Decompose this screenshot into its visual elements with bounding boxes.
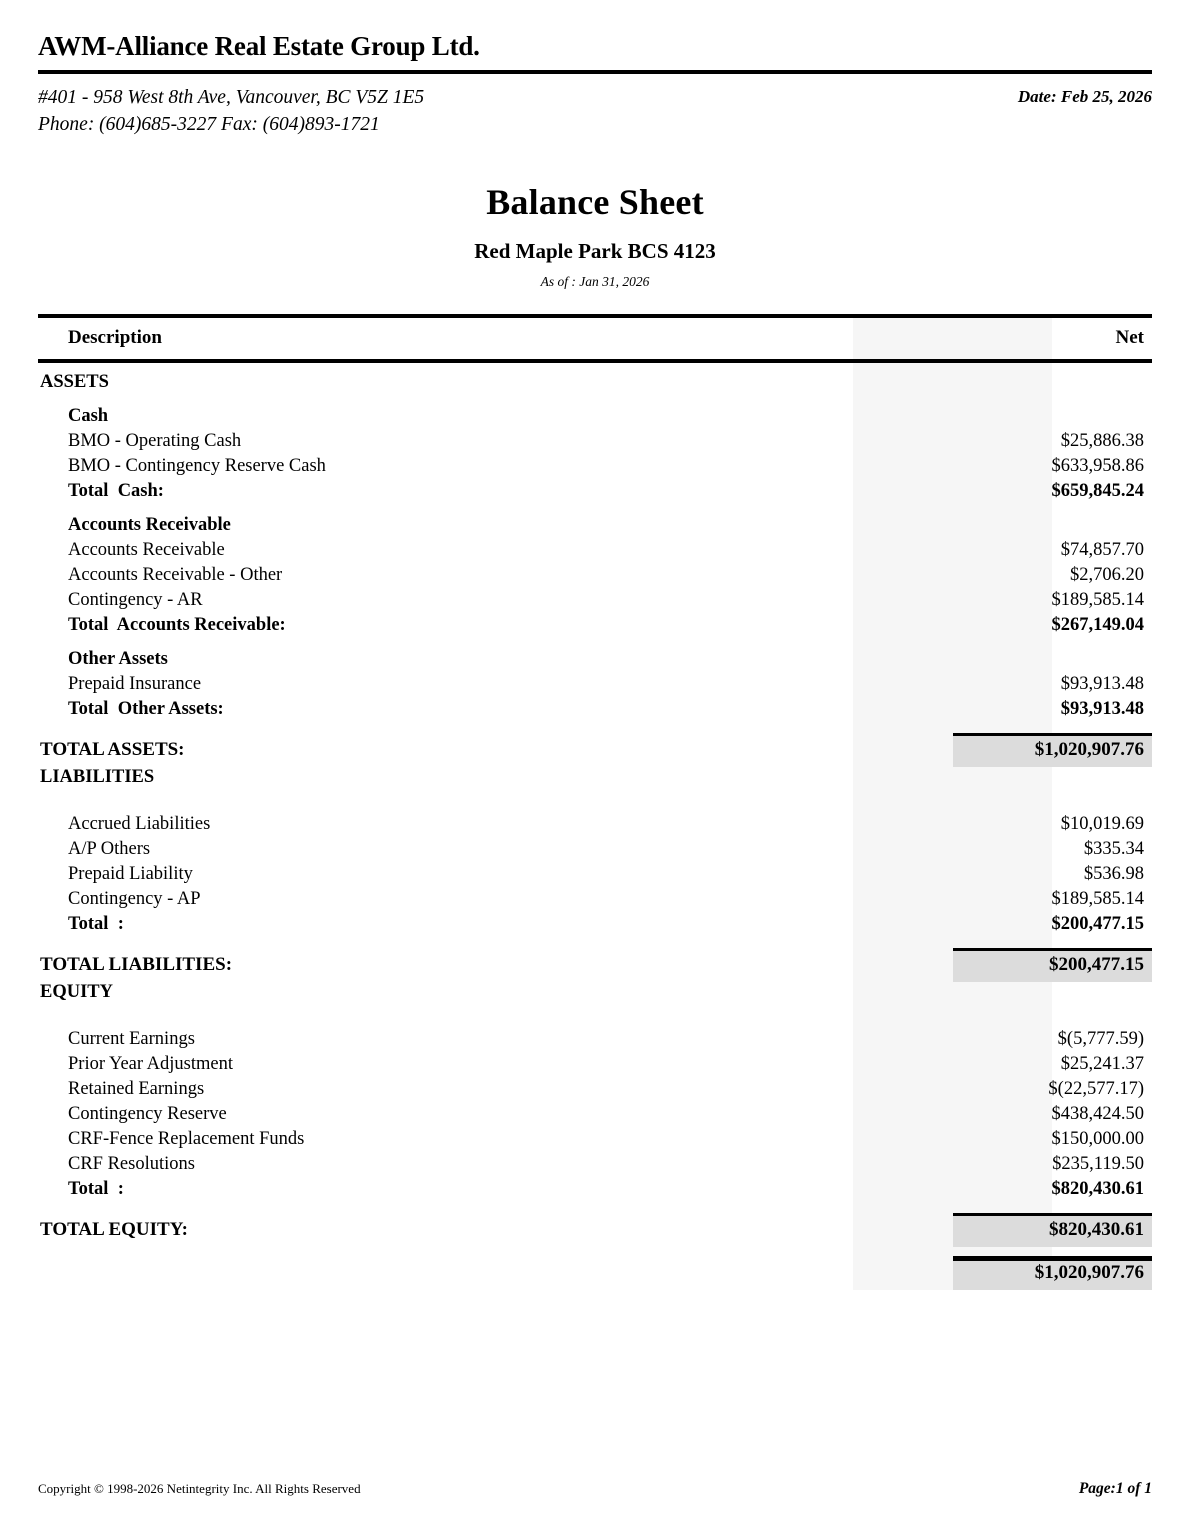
row-label: A/P Others	[68, 839, 151, 860]
row-value: $200,477.15	[1051, 914, 1144, 935]
section-label: EQUITY	[40, 982, 113, 1003]
table-row	[38, 1154, 1152, 1179]
row-label: Contingency Reserve	[68, 1104, 227, 1125]
row-value: $74,857.70	[1060, 540, 1144, 561]
company-contact-block	[38, 84, 424, 139]
row-label: Accrued Liabilities	[68, 814, 211, 835]
row-label: CRF Resolutions	[68, 1154, 195, 1175]
copyright-notice: Copyright © 1998-2026 Netintegrity Inc. All Rights Reserved	[38, 1481, 361, 1496]
spacer	[38, 363, 1152, 372]
row-value: $10,019.69	[1060, 814, 1144, 835]
table-row	[38, 431, 1152, 456]
row-label: Total Cash:	[68, 481, 164, 502]
total-label: TOTAL ASSETS:	[40, 739, 185, 761]
column-header-net: Net	[1115, 327, 1144, 349]
total-value: $1,020,907.76	[953, 1256, 1152, 1290]
row-label: CRF-Fence Replacement Funds	[68, 1129, 305, 1150]
group-label: Accounts Receivable	[68, 515, 231, 536]
spacer	[38, 1204, 1152, 1213]
row-value: $93,913.48	[1060, 674, 1144, 695]
row-label: BMO - Operating Cash	[68, 431, 242, 452]
table-row	[38, 540, 1152, 565]
spacer	[38, 1247, 1152, 1256]
section-label: ASSETS	[40, 372, 109, 393]
table-row	[38, 814, 1152, 839]
row-value: $235,119.50	[1052, 1154, 1144, 1175]
spacer	[38, 506, 1152, 515]
company-name: AWM-Alliance Real Estate Group Ltd.	[38, 31, 480, 61]
table-row	[38, 1029, 1152, 1054]
spacer	[38, 792, 1152, 814]
table-row	[38, 590, 1152, 615]
group-label: Other Assets	[68, 649, 168, 670]
section-heading-assets	[38, 372, 1152, 397]
table-row	[38, 1054, 1152, 1079]
section-label: LIABILITIES	[40, 767, 155, 788]
row-value: $633,958.86	[1051, 456, 1144, 477]
column-header-description: Description	[68, 327, 162, 349]
total-value: $820,430.61	[953, 1213, 1152, 1247]
row-value: $189,585.14	[1051, 889, 1144, 910]
section-heading-liabilities	[38, 767, 1152, 792]
row-label: Total :	[68, 914, 124, 935]
group-heading-cash	[38, 406, 1152, 431]
row-label: Total Other Assets:	[68, 699, 224, 720]
property-name: Red Maple Park BCS 4123	[474, 239, 716, 264]
row-value: $536.98	[1083, 864, 1144, 885]
row-label: Total Accounts Receivable:	[68, 615, 286, 636]
row-value: $25,886.38	[1060, 431, 1144, 452]
group-heading-accounts-receivable	[38, 515, 1152, 540]
report-date: Date: Feb 25, 2026	[1017, 86, 1152, 106]
table-row	[38, 864, 1152, 889]
company-address: #401 - 958 West 8th Ave, Vancouver, BC V5Z 1E5	[38, 86, 425, 108]
letterhead-divider	[38, 70, 1152, 74]
row-label: Prior Year Adjustment	[68, 1054, 233, 1075]
row-value: $150,000.00	[1051, 1129, 1144, 1150]
row-value: $335.34	[1083, 839, 1144, 860]
row-value: $93,913.48	[1060, 699, 1144, 720]
spacer	[38, 724, 1152, 733]
table-row	[38, 1129, 1152, 1154]
row-value: $659,845.24	[1051, 481, 1144, 502]
report-title-block	[38, 181, 1152, 290]
page-title: Balance Sheet	[486, 182, 704, 223]
row-value: $820,430.61	[1051, 1179, 1144, 1200]
row-label: Prepaid Liability	[68, 864, 193, 885]
total-value: $1,020,907.76	[953, 733, 1152, 767]
spacer	[38, 640, 1152, 649]
total-equity-row	[38, 1213, 1152, 1247]
row-label: Contingency - AP	[68, 889, 201, 910]
spacer	[38, 939, 1152, 948]
row-value: $267,149.04	[1051, 615, 1144, 636]
table-body	[38, 363, 1152, 1290]
letterhead-details	[38, 84, 1152, 139]
total-value: $200,477.15	[953, 948, 1152, 982]
table-row	[38, 839, 1152, 864]
row-label: Contingency - AR	[68, 590, 203, 611]
row-label: Accounts Receivable	[68, 540, 225, 561]
total-liabilities-row	[38, 948, 1152, 982]
balance-sheet-table	[38, 314, 1152, 1290]
liabilities-subtotal-row	[38, 914, 1152, 939]
equity-subtotal-row	[38, 1179, 1152, 1204]
grand-total-row	[38, 1256, 1152, 1290]
total-label: TOTAL EQUITY:	[40, 1219, 189, 1241]
group-total-other-assets	[38, 699, 1152, 724]
page-number: Page:1 of 1	[1078, 1480, 1152, 1497]
row-value: $25,241.37	[1060, 1054, 1144, 1075]
spacer	[38, 397, 1152, 406]
row-value: $2,706.20	[1070, 565, 1144, 586]
total-assets-row	[38, 733, 1152, 767]
table-row	[38, 889, 1152, 914]
row-value: $(5,777.59)	[1057, 1029, 1144, 1050]
spacer	[38, 1007, 1152, 1029]
row-label: Prepaid Insurance	[68, 674, 202, 695]
table-row	[38, 1104, 1152, 1129]
table-row	[38, 456, 1152, 481]
company-phone-fax: Phone: (604)685-3227 Fax: (604)893-1721	[38, 114, 380, 136]
row-label: Accounts Receivable - Other	[68, 565, 283, 586]
section-heading-equity	[38, 982, 1152, 1007]
table-row	[38, 1079, 1152, 1104]
row-label: BMO - Contingency Reserve Cash	[68, 456, 326, 477]
row-label: Total :	[68, 1179, 124, 1200]
group-heading-other-assets	[38, 649, 1152, 674]
row-value: $438,424.50	[1051, 1104, 1144, 1125]
row-value: $(22,577.17)	[1048, 1079, 1144, 1100]
table-row	[38, 565, 1152, 590]
group-total-cash	[38, 481, 1152, 506]
group-total-accounts-receivable	[38, 615, 1152, 640]
as-of-date: As of : Jan 31, 2026	[540, 274, 650, 290]
row-label: Retained Earnings	[68, 1079, 205, 1100]
table-row	[38, 674, 1152, 699]
group-label: Cash	[68, 406, 109, 427]
table-header-row	[38, 318, 1152, 359]
row-label: Current Earnings	[68, 1029, 195, 1050]
page-footer	[38, 1480, 1152, 1498]
row-value: $189,585.14	[1051, 590, 1144, 611]
total-label: TOTAL LIABILITIES:	[40, 954, 233, 976]
